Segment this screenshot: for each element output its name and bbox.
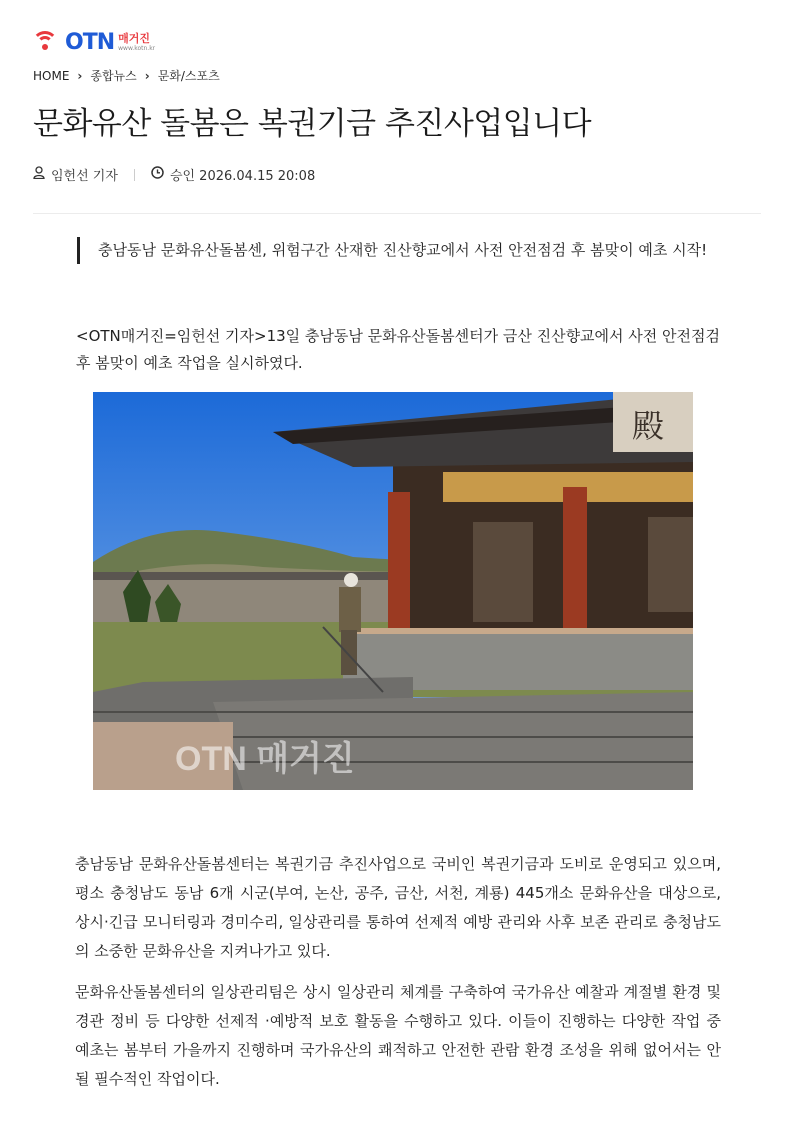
- article-meta: [33, 165, 315, 184]
- breadcrumb-section[interactable]: 종합뉴스: [90, 69, 137, 83]
- logo-url: www.kotn.kr: [118, 44, 156, 52]
- article-paragraph: 충남동남 문화유산돌봄센터는 복권기금 추진사업으로 국비인 복권기금과 도비로 운영되고 있으며, 평소 충청남도 동남 6개 시군(부여, 논산, 공주, 금산, 서천, 계룡) 445개소 문화유산을 대상으로, 상시·긴급 모니터링과 경미수리, 일상관리를 통하여 선제적 예방 관리와 사후 보존 관리로 충청남도의 소중한 문화유산을 지켜나가고 있다.: [75, 855, 721, 960]
- logo-magazine: 매거진: [118, 31, 151, 45]
- author-name[interactable]: 임헌선 기자: [51, 169, 118, 184]
- chevron-right-icon: ›: [144, 68, 150, 83]
- wifi-icon: [31, 29, 61, 55]
- breadcrumb: [33, 67, 220, 84]
- person-icon: [33, 166, 45, 183]
- breadcrumb-category[interactable]: 문화/스포츠: [157, 69, 220, 83]
- article-paragraph: 문화유산돌봄센터의 일상관리팀은 상시 일상관리 체계를 구축하여 국가유산 예찰과 계절별 환경 및 경관 정비 등 다양한 선제적 ·예방적 보호 활동을 수행하고 있다. 이들이 진행하는 다양한 작업 중 예초는 봄부터 가을까지 진행하며 국가유산의 쾌적하고 안전한 관람 환경 조성을 위해 없어서는 안 될 필수적인 작업이다.: [75, 983, 721, 1088]
- photo-watermark: OTN 매거진: [175, 740, 355, 778]
- logo-brand: OTN: [65, 29, 115, 55]
- article-lead: <OTN매거진=임헌선 기자>13일 충남동남 문화유산돌봄센터가 금산 진산향교에서 사전 안전점검 후 봄맞이 예초 작업을 실시하였다.: [76, 327, 721, 372]
- page-title: 문화유산 돌봄은 복권기금 추진사업입니다: [33, 106, 592, 142]
- site-logo[interactable]: [31, 28, 155, 56]
- publish-date: 승인 2026.04.15 20:08: [169, 169, 316, 184]
- clock-icon: [151, 166, 164, 183]
- chevron-right-icon: ›: [77, 68, 83, 83]
- article-subhead: 충남동남 문화유산돌봄센, 위험구간 산재한 진산향교에서 사전 안전점검 후 봄맞이 예초 시작!: [77, 237, 717, 264]
- article-photo: [93, 392, 693, 790]
- meta-divider: [134, 169, 135, 181]
- header-divider: [33, 213, 761, 214]
- breadcrumb-home[interactable]: HOME: [33, 68, 70, 83]
- temple-sign: 殿: [631, 407, 665, 445]
